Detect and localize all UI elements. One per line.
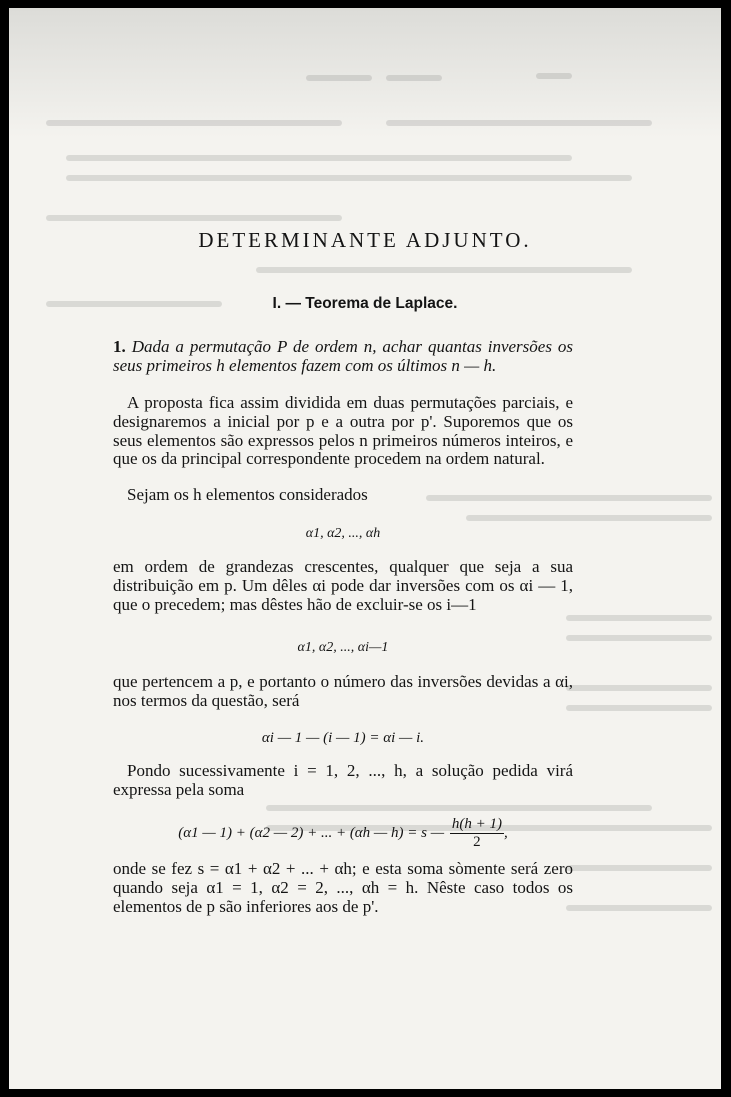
paragraph-3: em ordem de grandezas crescentes, qualquer que seja a sua distribuição em p. Um dêles αi pode dar inversões com os αi — 1, que o precedem; mas dêstes hão de excluir-se os i—1: [113, 557, 573, 614]
formula-sum-end: ,: [503, 824, 508, 841]
theorem-number: 1.: [113, 337, 126, 356]
theorem-statement: [113, 338, 573, 376]
fraction-numerator: h(h + 1): [451, 816, 502, 832]
paragraph-6: onde se fez s = α1 + α2 + ... + αh; e esta soma sòmente será zero quando seja α1 = 1, α2 = 2, ..., αh = h. Nêste caso todos os elementos de p são inferiores aos de p'.: [113, 859, 573, 916]
formula-sum: [113, 816, 573, 851]
document-page: [9, 8, 721, 1089]
paragraph-2: Sejam os h elementos considerados: [127, 485, 368, 504]
paragraph-5: Pondo sucessivamente i = 1, 2, ..., h, a solução pedida virá expressa pela soma: [113, 761, 573, 799]
paragraph-1: A proposta fica assim dividida em duas permutações parciais, e designaremos a inicial por p e a outra por p'. Suporemos que os seus elementos são expressos pelos n primeiros números inteiros, e que os da principal correspondente procedem na ordem natural.: [113, 393, 573, 469]
paragraph-4: que pertencem a p, e portanto o número das inversões devidas a αi, nos termos da questão, será: [113, 672, 573, 710]
formula-sum-left: (α1 — 1) + (α2 — 2) + ... + (αh — h) = s —: [178, 824, 445, 841]
section-heading: I. — Teorema de Laplace.: [272, 295, 458, 312]
fraction-denominator: 2: [473, 834, 481, 850]
formula-elements: α1, α2, ..., αh: [305, 526, 381, 541]
formula-preceding-elements: α1, α2, ..., αi—1: [297, 640, 389, 655]
theorem-text: Dada a permutação P de ordem n, achar quantas inversões os seus primeiros h elementos fazem com os últimos n — h.: [113, 337, 573, 375]
formula-inversions: αi — 1 — (i — 1) = αi — i.: [261, 730, 425, 746]
formula-fraction: [450, 816, 504, 851]
page-title: DETERMINANTE ADJUNTO.: [198, 228, 532, 252]
